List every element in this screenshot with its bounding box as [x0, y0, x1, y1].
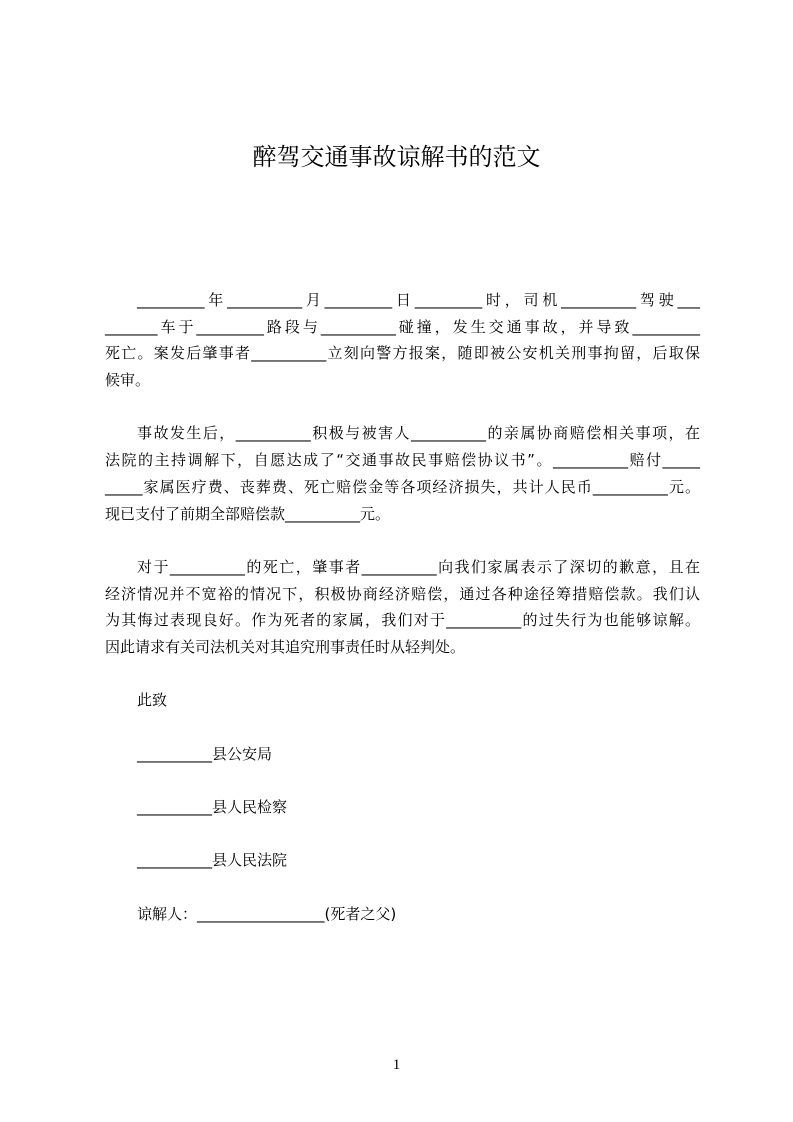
- recipient-line: __________县人民法院: [137, 851, 288, 870]
- paragraph-line: _________年__________月_________日_________时，司机__________驾驶___: [137, 291, 700, 309]
- recipient-line: __________县人民检察: [137, 798, 288, 817]
- body-paragraph-1: [105, 287, 700, 394]
- paragraph-line: 死亡。案发后肇事者__________立刻向警方报案，随即被公安机关刑事拘留，后取保: [105, 344, 700, 363]
- paragraph-line: 现已支付了前期全部赔偿款__________元。: [105, 504, 391, 523]
- recipient-line: __________县公安局: [137, 744, 273, 763]
- paragraph-line: _______车于_________路段与__________碰撞，发生交通事故，并导致_________: [105, 317, 700, 336]
- signature-line: 谅解人：_________________(死者之父): [137, 904, 397, 923]
- paragraph-line: 事故发生后，__________积极与被害人__________的亲属协商赔偿相关事项，在: [137, 424, 700, 443]
- body-paragraph-2: [105, 420, 700, 527]
- paragraph-line: _____家属医疗费、丧葬费、死亡赔偿金等各项经济损失，共计人民币__________元。: [105, 477, 700, 496]
- paragraph-line: 法院的主持调解下，自愿达成了“交通事故民事赔偿协议书”。__________赔付_____: [105, 451, 700, 470]
- document-title: 醉驾交通事故谅解书的范文: [252, 143, 541, 171]
- paragraph-line: 对于__________的死亡，肇事者__________向我们家属表示了深切的歉意，且在: [137, 557, 700, 576]
- paragraph-line: 经济情况并不宽裕的情况下，积极协商经济赔偿，通过各种途径筹措赔偿款。我们认: [105, 584, 700, 603]
- page-number: 1: [392, 1057, 401, 1073]
- paragraph-line: 为其悔过表现良好。作为死者的家属，我们对于__________的过失行为也能够谅解。: [105, 611, 700, 630]
- paragraph-line: 候审。: [105, 371, 151, 390]
- salutation: 此致: [137, 691, 168, 710]
- body-paragraph-3: [105, 554, 700, 661]
- document-body: [105, 287, 700, 954]
- paragraph-line: 因此请求有关司法机关对其追究刑事责任时从轻判处。: [105, 637, 466, 656]
